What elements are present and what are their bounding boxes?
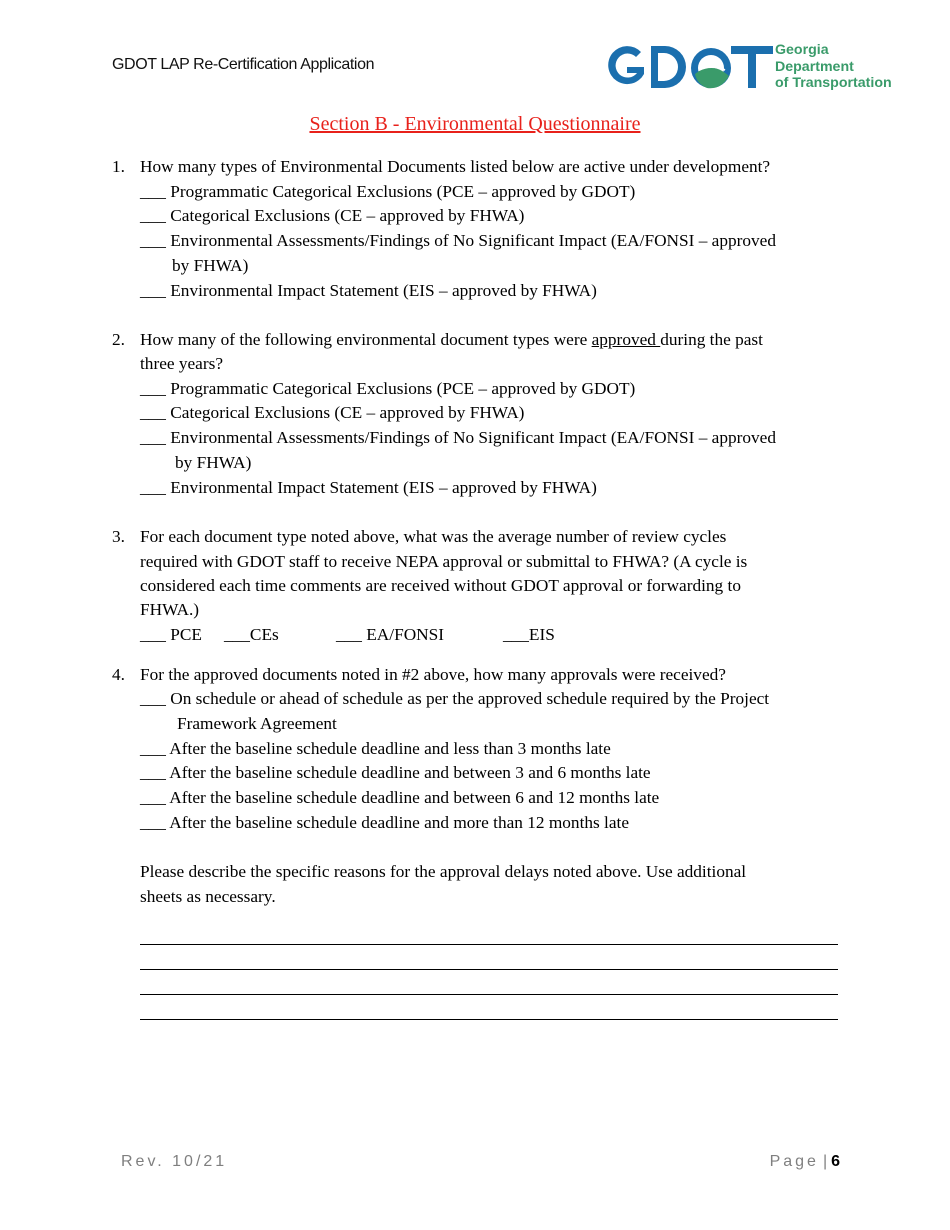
gdot-logo bbox=[603, 40, 893, 95]
q3-text: required with GDOT staff to receive NEPA approval or submittal to FHWA? (A cycle is bbox=[140, 552, 748, 571]
q3-blank-ces[interactable]: ___CEs bbox=[224, 625, 279, 644]
page-label: Page bbox=[769, 1153, 819, 1170]
q3-blank-pce[interactable]: ___ PCE bbox=[140, 625, 202, 644]
q2-text: How many of the following environmental document types were approved during the past bbox=[140, 330, 763, 349]
q1-item[interactable]: ___ Categorical Exclusions (CE – approved by FHWA) bbox=[140, 206, 525, 225]
header-title: GDOT LAP Re-Certification Application bbox=[112, 56, 375, 73]
footer-revision: Rev. 10/21 bbox=[121, 1153, 228, 1170]
q3-blank-ea-fonsi[interactable]: ___ EA/FONSI bbox=[336, 625, 445, 644]
write-in-line[interactable] bbox=[140, 994, 838, 995]
q3-text: considered each time comments are received without GDOT approval or forwarding to bbox=[140, 576, 741, 595]
q1-text: How many types of Environmental Documents listed below are active under development? bbox=[140, 157, 771, 176]
q3-blank-eis[interactable]: ___EIS bbox=[503, 625, 555, 644]
write-in-line[interactable] bbox=[140, 969, 838, 970]
q2-item[interactable]: ___ Environmental Assessments/Findings of No Significant Impact (EA/FONSI – approved bbox=[140, 428, 776, 447]
logo-agency-name: Georgia Department of Transportation bbox=[775, 42, 892, 91]
q1-item[interactable]: ___ Environmental Assessments/Findings of No Significant Impact (EA/FONSI – approved bbox=[140, 231, 776, 250]
write-in-line[interactable] bbox=[140, 944, 838, 945]
write-in-line[interactable] bbox=[140, 1019, 838, 1020]
q1-number: 1. bbox=[112, 157, 125, 176]
q2-item[interactable]: ___ Environmental Impact Statement (EIS – approved by FHWA) bbox=[140, 478, 597, 497]
q2-number: 2. bbox=[112, 330, 125, 349]
q4-item-continued: Framework Agreement bbox=[177, 714, 337, 733]
q3-number: 3. bbox=[112, 527, 125, 546]
q4-item[interactable]: ___ After the baseline schedule deadline and between 6 and 12 months late bbox=[140, 788, 660, 807]
section-title: Section B - Environmental Questionnaire bbox=[309, 113, 641, 135]
footer-page bbox=[770, 1153, 840, 1171]
q4-item[interactable]: ___ After the baseline schedule deadline and less than 3 months late bbox=[140, 739, 611, 758]
q1-item-continued: by FHWA) bbox=[172, 256, 249, 275]
q2-item-continued: by FHWA) bbox=[175, 453, 252, 472]
page-separator: | bbox=[822, 1153, 828, 1170]
describe-prompt: Please describe the specific reasons for the approval delays noted above. Use additional bbox=[140, 862, 747, 881]
q3-text: FHWA.) bbox=[140, 600, 200, 619]
page-number: 6 bbox=[831, 1153, 840, 1170]
q1-item[interactable]: ___ Environmental Impact Statement (EIS – approved by FHWA) bbox=[140, 281, 597, 300]
q4-item[interactable]: ___ After the baseline schedule deadline and between 3 and 6 months late bbox=[140, 763, 651, 782]
gdot-wordmark-icon bbox=[603, 40, 775, 95]
q4-number: 4. bbox=[112, 665, 125, 684]
q2-text-line2: three years? bbox=[140, 354, 223, 373]
q2-item[interactable]: ___ Programmatic Categorical Exclusions (PCE – approved by GDOT) bbox=[140, 379, 636, 398]
describe-prompt: sheets as necessary. bbox=[140, 887, 276, 906]
q1-item[interactable]: ___ Programmatic Categorical Exclusions (PCE – approved by GDOT) bbox=[140, 182, 636, 201]
q2-item[interactable]: ___ Categorical Exclusions (CE – approved by FHWA) bbox=[140, 403, 525, 422]
q4-item[interactable]: ___ On schedule or ahead of schedule as per the approved schedule required by the Project bbox=[140, 689, 770, 708]
q4-item[interactable]: ___ After the baseline schedule deadline and more than 12 months late bbox=[140, 813, 630, 832]
q4-text: For the approved documents noted in #2 above, how many approvals were received? bbox=[140, 665, 726, 684]
q3-text: For each document type noted above, what was the average number of review cycles bbox=[140, 527, 727, 546]
